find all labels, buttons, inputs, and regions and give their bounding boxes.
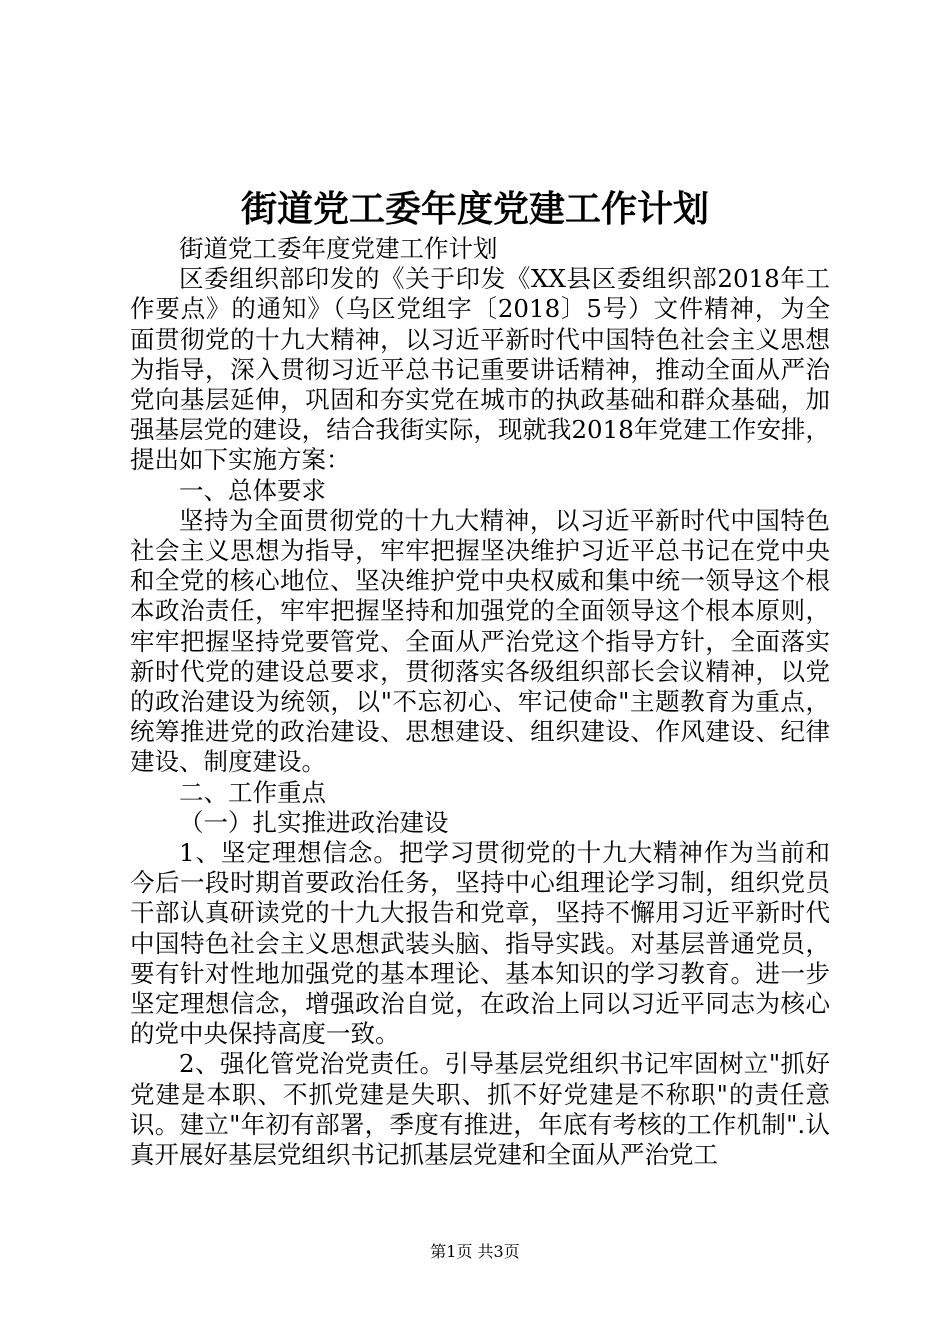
- paragraph-intro: 区委组织部印发的《关于印发《XX县区委组织部2018年工作要点》的通知》（乌区党组字〔2018〕5号）文件精神，为全面贯彻党的十九大精神，以习近平新时代中国特色社会主义思想为指导，深入贯彻习近平总书记重要讲话精神，推动全面从严治党向基层延伸，巩固和夯实党在城市的执政基础和群众基础，加强基层党的建设，结合我街实际，现就我2018年党建工作安排，提出如下实施方案：: [130, 264, 830, 475]
- paragraph-item-2: 2、强化管党治党责任。引导基层党组织书记牢固树立"抓好党建是本职、不抓党建是失职、抓不好党建是不称职"的责任意识。建立"年初有部署，季度有推进，年底有考核的工作机制".认真开展好基层党组织书记抓基层党建和全面从严治党工: [130, 1049, 830, 1170]
- section-heading-work-focus: 二、工作重点: [179, 777, 326, 807]
- paragraph-item-1: 1、坚定理想信念。把学习贯彻党的十九大精神作为当前和今后一段时期首要政治任务，坚持中心组理论学习制，组织党员干部认真研读党的十九大报告和党章，坚持不懈用习近平新时代中国特色社会主义思想武装头脑、指导实践。对基层普通党员，要有针对性地加强党的基本理论、基本知识的学习教育。进一步坚定理想信念，增强政治自觉，在政治上同以习近平同志为核心的党中央保持高度一致。: [130, 838, 830, 1049]
- page-number-footer: 第1页 共3页: [430, 1242, 520, 1261]
- paragraph-general-requirements: 坚持为全面贯彻党的十九大精神，以习近平新时代中国特色社会主义思想为指导，牢牢把握坚决维护习近平总书记在党中央和全党的核心地位、坚决维护党中央权威和集中统一领导这个根本政治责任，牢牢把握坚持和加强党的全面领导这个根本原则，牢牢把握坚持党要管党、全面从严治党这个指导方针，全面落实新时代党的建设总要求，贯彻落实各级组织部长会议精神，以党的政治建设为统领，以"不忘初心、牢记使命"主题教育为重点，统筹推进党的政治建设、思想建设、组织建设、作风建设、纪律建设、制度建设。: [130, 505, 830, 777]
- section-heading-general-requirements: 一、总体要求: [179, 475, 326, 505]
- subsection-heading-political-construction: （一）扎实推进政治建设: [179, 807, 449, 837]
- paragraph-subtitle: 街道党工委年度党建工作计划: [179, 234, 498, 263]
- document-body: [130, 234, 830, 1170]
- document-title: 街道党工委年度党建工作计划: [240, 188, 709, 230]
